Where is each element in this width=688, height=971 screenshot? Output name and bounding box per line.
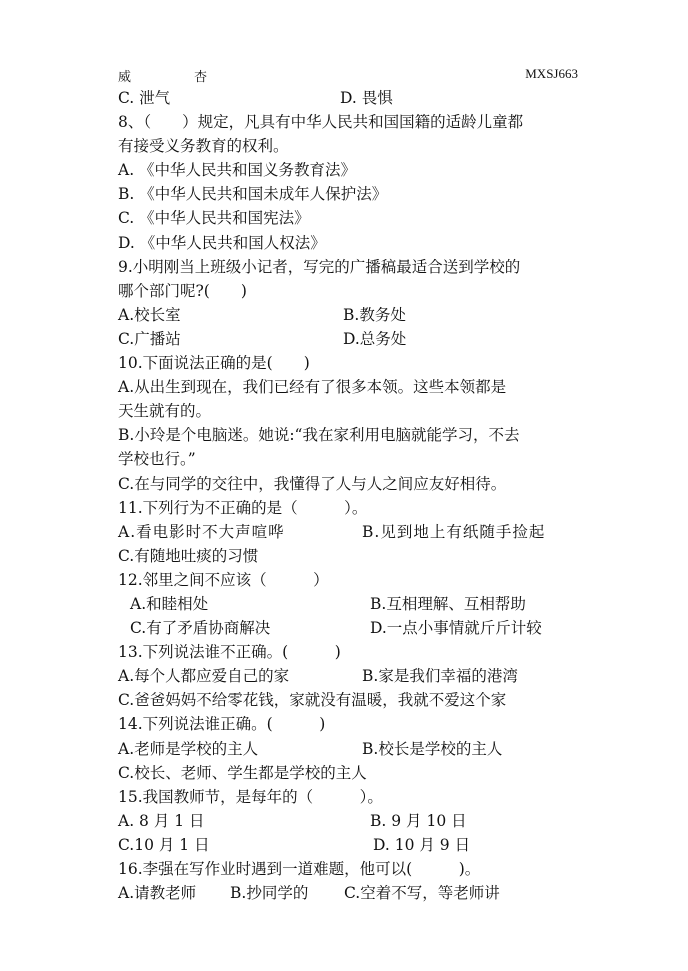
q9-options-row-2 bbox=[118, 327, 590, 351]
q10-option-a-line-2: 天生就有的。 bbox=[118, 402, 212, 421]
q11-stem: 11.下列行为不正确的是（ ）。 bbox=[118, 498, 368, 517]
q13-options-row-1 bbox=[118, 664, 590, 688]
q15-stem: 15.我国教师节，是每年的（ ）。 bbox=[118, 787, 383, 806]
q15-options-row-2 bbox=[118, 833, 590, 857]
q14-stem: 14.下列说法谁正确。( ) bbox=[118, 715, 326, 734]
q15-option-b: B. 9 月 10 日 bbox=[370, 811, 467, 830]
q8-option-c: C. 《中华人民共和国宪法》 bbox=[118, 209, 310, 228]
q15-option-d: D. 10 月 9 日 bbox=[373, 835, 471, 854]
q12-options-row-2 bbox=[118, 616, 590, 640]
q13-option-b: B.家是我们幸福的港湾 bbox=[362, 667, 518, 686]
header-char-1: 威 bbox=[118, 70, 132, 85]
q9-option-c: C.广播站 bbox=[118, 329, 181, 348]
q14-option-b: B.校长是学校的主人 bbox=[362, 739, 503, 758]
q13-option-c: C.爸爸妈妈不给零花钱，家就没有温暖，我就不爱这个家 bbox=[118, 691, 507, 710]
q13-stem: 13.下列说法谁不正确。( ) bbox=[118, 643, 341, 662]
q11-option-a: A.看电影时不大声喧哗 bbox=[118, 522, 285, 541]
q15-options-row-1 bbox=[118, 809, 590, 833]
q14-option-c: C.校长、老师、学生都是学校的主人 bbox=[118, 763, 367, 782]
q8-stem-line-2: 有接受义务教育的权利。 bbox=[118, 137, 289, 156]
q10-option-a-line-1: A.从出生到现在，我们已经有了很多本领。这些本领都是 bbox=[118, 378, 507, 397]
q16-stem: 16.李强在写作业时遇到一道难题，他可以( )。 bbox=[118, 860, 481, 878]
q12-option-d: D.一点小事情就斤斤计较 bbox=[370, 619, 542, 638]
q9-stem-line-2: 哪个部门呢?( ) bbox=[118, 281, 247, 300]
q15-option-c: C.10 月 1 日 bbox=[118, 835, 210, 854]
q13-option-a: A.每个人都应爱自己的家 bbox=[118, 667, 290, 686]
q11-option-c: C.有随地吐痰的习惯 bbox=[118, 546, 259, 565]
q9-option-b: B.教务处 bbox=[343, 305, 406, 324]
q16-option-b: B.抄同学的 bbox=[230, 884, 309, 903]
q11-options-row-1 bbox=[118, 520, 590, 544]
q14-option-a: A.老师是学校的主人 bbox=[118, 739, 259, 758]
q9-option-a: A.校长室 bbox=[118, 305, 181, 324]
q7-option-d: D. 畏惧 bbox=[340, 89, 393, 107]
header-code: MXSJ663 bbox=[525, 66, 578, 81]
q12-option-b: B.互相理解、互相帮助 bbox=[370, 594, 526, 613]
q8-option-a: A. 《中华人民共和国义务教育法》 bbox=[118, 161, 357, 180]
q12-stem: 12.邻里之间不应该（ ） bbox=[118, 570, 329, 589]
question-list bbox=[118, 86, 590, 905]
q14-options-row-1 bbox=[118, 737, 590, 761]
q9-options-row-1 bbox=[118, 303, 590, 327]
q8-option-d: D. 《中华人民共和国人权法》 bbox=[118, 233, 326, 252]
q10-option-c: C.在与同学的交往中，我懂得了人与人之间应友好相待。 bbox=[118, 474, 507, 493]
q12-option-a: A.和睦相处 bbox=[130, 594, 209, 613]
page-header bbox=[118, 66, 578, 86]
q16-option-a: A.请教老师 bbox=[118, 884, 197, 903]
q10-option-b-line-2: 学校也行。” bbox=[118, 450, 196, 469]
q7-option-c: C. 泄气 bbox=[118, 89, 171, 107]
q10-option-b-line-1: B.小玲是个电脑迷。她说:“我在家利用电脑就能学习，不去 bbox=[118, 426, 520, 445]
q8-option-b: B. 《中华人民共和国未成年人保护法》 bbox=[118, 185, 388, 204]
q12-options-row-1 bbox=[118, 592, 590, 616]
q8-stem-line-1: 8、（ ）规定，凡具有中华人民共和国国籍的适龄儿童都 bbox=[118, 113, 524, 132]
q11-option-b: B.见到地上有纸随手捡起 bbox=[362, 522, 546, 541]
q7-options bbox=[118, 86, 590, 110]
q16-options-row-1 bbox=[118, 881, 590, 905]
q15-option-a: A. 8 月 1 日 bbox=[118, 811, 205, 830]
q12-option-c: C.有了矛盾协商解决 bbox=[130, 619, 271, 638]
q9-stem-line-1: 9.小明刚当上班级小记者，写完的广播稿最适合送到学校的 bbox=[118, 257, 521, 276]
header-char-2: 杏 bbox=[194, 70, 208, 85]
q10-stem: 10.下面说法正确的是( ) bbox=[118, 354, 310, 373]
q9-option-d: D.总务处 bbox=[343, 329, 407, 348]
q16-option-c: C.空着不写，等老师讲 bbox=[344, 884, 500, 903]
